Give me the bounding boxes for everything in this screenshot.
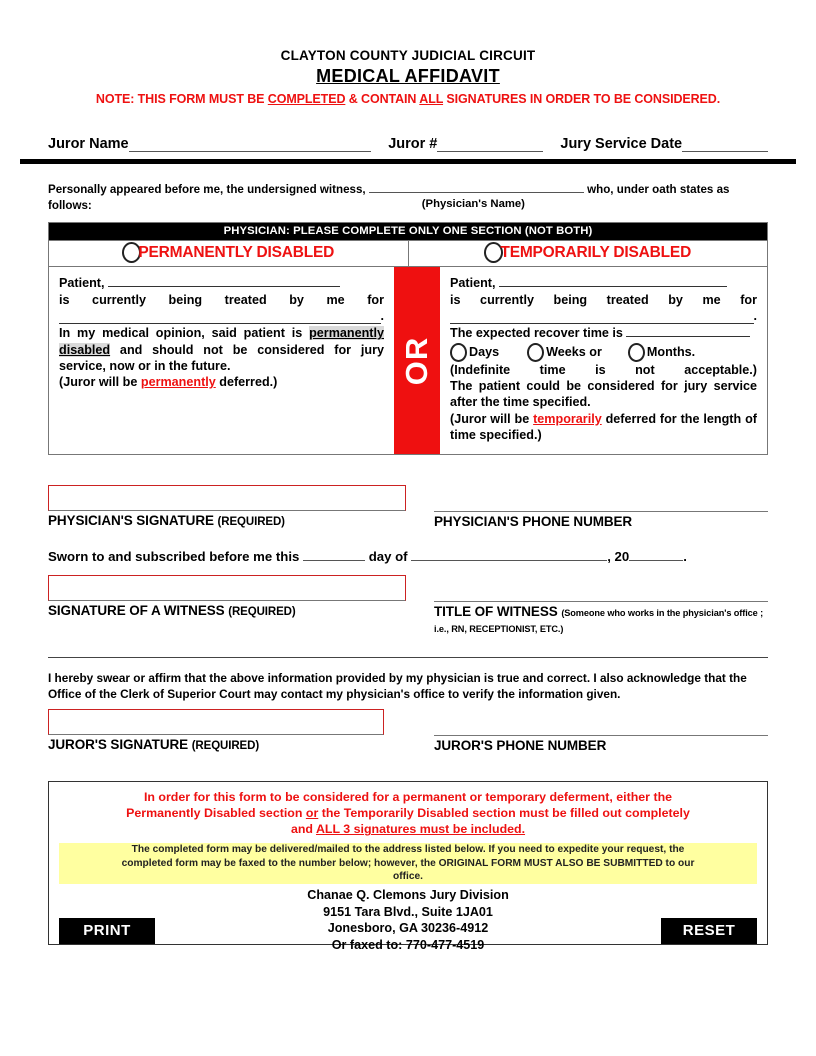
juror-identification-row: [48, 136, 768, 152]
disability-headers-row: [49, 240, 767, 267]
appeared-text-after: who, under oath states as: [587, 183, 730, 196]
physician-signature-required-tag: (REQUIRED): [217, 516, 285, 529]
witness-title-label: [434, 604, 768, 635]
juror-phone-field[interactable]: [434, 709, 768, 736]
witness-signature-group: [48, 575, 406, 635]
notice-yellow-line1: [59, 843, 757, 857]
page-title: MEDICAL AFFIDAVIT: [316, 66, 500, 86]
perm-opinion-text: [59, 325, 384, 374]
appeared-follows-label: follows:: [48, 198, 92, 212]
perm-defer-emphasis: permanently: [140, 375, 216, 390]
print-button[interactable]: PRINT: [59, 918, 155, 944]
personally-appeared-block: [48, 178, 768, 213]
juror-name-label: Juror Name: [48, 136, 129, 152]
address-line-3: Jonesboro, GA 30236-4912: [327, 921, 489, 936]
permanently-disabled-panel: [49, 267, 394, 454]
sworn-text-2: day of: [368, 549, 408, 565]
temp-recover-line: [450, 325, 757, 341]
form-header: [0, 0, 816, 106]
note-completed: COMPLETED: [267, 92, 346, 106]
temp-condition-input[interactable]: [450, 309, 754, 324]
temp-defer-text: [450, 411, 757, 444]
witness-signature-label: [48, 603, 406, 618]
jury-service-date-input[interactable]: [682, 137, 768, 152]
header-divider: [20, 159, 796, 164]
days-radio[interactable]: [450, 343, 467, 362]
physician-signature-label-text: PHYSICIAN'S SIGNATURE: [48, 513, 214, 529]
address-line-1: Chanae Q. Clemons Jury Division: [307, 888, 509, 903]
witness-signature-required-tag: (REQUIRED): [228, 606, 296, 619]
recovery-unit-options: [450, 343, 757, 362]
months-label: Months.: [646, 345, 696, 360]
physician-name-caption: (Physician's Name): [421, 197, 525, 210]
perm-condition-input[interactable]: [59, 309, 381, 324]
header-note: [0, 92, 816, 106]
witness-title-group: [406, 575, 768, 635]
notice-red-all3: ALL 3 signatures must be included.: [315, 822, 526, 837]
physician-signature-group: [48, 485, 406, 529]
temp-defer-post: deferred for the length of time specified.): [450, 411, 757, 443]
sworn-text-3: , 20: [607, 549, 630, 565]
perm-defer-pre: (Juror will be: [59, 375, 141, 390]
notice-red-line2-post: the Temporarily Disabled section must be filled out completely: [318, 806, 690, 821]
notice-red-or: or: [305, 806, 319, 821]
notice-red-line3-pre: and: [290, 822, 316, 837]
perm-defer-text: [59, 374, 384, 390]
witness-signature-area: [48, 575, 768, 635]
witness-signature-field[interactable]: [48, 575, 406, 601]
temporarily-disabled-header[interactable]: [408, 241, 768, 266]
physician-phone-field[interactable]: [434, 485, 768, 512]
juror-phone-group: [384, 709, 768, 753]
perm-patient-label: Patient,: [59, 276, 105, 291]
witness-signature-label-text: SIGNATURE OF A WITNESS: [48, 603, 225, 619]
juror-signature-required-tag: (REQUIRED): [191, 739, 260, 752]
notice-yellow-line2-text: completed form may be faxed to the number below; however, the ORIGINAL FORM MUST ALSO BE SUBMITTED to our: [121, 857, 695, 869]
personally-appeared-line: [48, 178, 768, 198]
notice-red-line1: In order for this form to be considered for a permanent or temporary deferment, either the: [143, 789, 673, 804]
court-name: CLAYTON COUNTY JUDICIAL CIRCUIT: [280, 48, 536, 63]
disability-section-table: [48, 222, 768, 455]
address-line-2: 9151 Tara Blvd., Suite 1JA01: [323, 904, 493, 919]
physician-phone-group: [406, 485, 768, 529]
juror-signature-area: [48, 709, 768, 753]
months-radio[interactable]: [628, 343, 645, 362]
temp-period: .: [753, 309, 757, 323]
perm-treated-text: is currently being treated by me for: [59, 292, 384, 307]
reset-button[interactable]: RESET: [661, 918, 757, 944]
notice-yellow-line2: [59, 857, 757, 871]
temporarily-disabled-label: TEMPORARILY DISABLED: [500, 243, 692, 261]
notice-yellow-line3-text: office.: [392, 871, 423, 883]
witness-title-label-text: TITLE OF WITNESS: [434, 604, 558, 620]
temp-condition-line: [450, 308, 757, 324]
witness-signature-row: [48, 575, 768, 635]
weeks-radio[interactable]: [527, 343, 544, 362]
permanently-disabled-header[interactable]: [49, 241, 408, 266]
juror-signature-row: [48, 709, 768, 753]
perm-opinion-emphasis: permanently disabled: [59, 326, 384, 357]
juror-number-input[interactable]: [437, 137, 542, 152]
notice-yellow-line3: [59, 870, 757, 884]
perm-patient-line: [59, 275, 384, 291]
temp-patient-input[interactable]: [499, 286, 727, 287]
notice-red-line2: [59, 805, 757, 821]
juror-signature-group: [48, 709, 384, 753]
physician-signature-row: [48, 485, 768, 529]
temp-treated-text: is currently being treated by me for: [450, 292, 757, 307]
juror-signature-field[interactable]: [48, 709, 384, 735]
juror-signature-label: [48, 737, 384, 752]
temp-defer-pre: (Juror will be: [450, 411, 534, 426]
notice-red-line3: [59, 821, 757, 837]
appeared-text-before: Personally appeared before me, the undersigned witness,: [48, 183, 366, 196]
juror-attestation-text: I hereby swear or affirm that the above information provided by my physician is true and correct. I also acknowledge that the Office of the Clerk of Superior Court may contact my physician's office to verify the information given.: [48, 671, 747, 701]
perm-patient-input[interactable]: [108, 286, 340, 287]
submission-notice-box: [48, 781, 768, 952]
sworn-statement-row: [48, 546, 768, 564]
temp-recover-label: The expected recover time is: [450, 326, 623, 341]
notice-red-line2-pre: Permanently Disabled section: [126, 806, 306, 821]
sworn-text-1: Sworn to and subscribed before me this: [48, 549, 300, 565]
signature-area: [48, 485, 768, 529]
juror-number-label: Juror #: [388, 136, 438, 152]
notice-highlighted-text: [59, 843, 757, 884]
physician-name-input[interactable]: [369, 178, 584, 193]
address-line-4: Or faxed to: 770-477-4519: [331, 937, 485, 952]
perm-period: .: [380, 309, 384, 323]
note-all: ALL: [419, 92, 444, 106]
note-text-mid: & CONTAIN: [345, 92, 420, 106]
temp-patient-label: Patient,: [450, 276, 496, 291]
temp-recover-input[interactable]: [626, 336, 750, 337]
temp-defer-emphasis: temporarily: [533, 411, 602, 426]
temp-patient-line: [450, 275, 757, 291]
perm-opinion-post: and should not be considered for jury service, now or in the future.: [59, 342, 384, 374]
physician-signature-field[interactable]: [48, 485, 406, 511]
permanently-disabled-label: PERMANENTLY DISABLED: [138, 243, 335, 261]
note-text-post: SIGNATURES IN ORDER TO BE CONSIDERED.: [443, 92, 721, 106]
witness-title-sublabel: (Someone who works in the physician's office ; i.e., RN, RECEPTIONIST, ETC.): [434, 608, 764, 634]
sworn-day-input[interactable]: [303, 546, 365, 561]
temp-indefinite-note: (Indefinite time is not acceptable.): [450, 362, 757, 377]
juror-phone-label: JUROR'S PHONE NUMBER: [434, 737, 607, 753]
section-divider: [48, 657, 768, 658]
days-label: Days: [469, 345, 500, 360]
disability-body-row: [49, 267, 767, 454]
juror-name-input[interactable]: [129, 137, 371, 152]
perm-condition-line: [59, 308, 384, 324]
weeks-label: Weeks or: [546, 345, 602, 360]
juror-signature-label-text: JUROR'S SIGNATURE: [48, 736, 189, 752]
temp-could-be-text: The patient could be considered for jury service after the time specified.: [450, 379, 757, 410]
sworn-year-input[interactable]: [629, 546, 683, 561]
sworn-text-4: .: [683, 549, 687, 565]
witness-title-field[interactable]: [434, 575, 768, 602]
physician-signature-label: [48, 513, 406, 528]
temporarily-disabled-panel: [440, 267, 767, 454]
perm-defer-post: deferred.): [215, 375, 278, 390]
physician-phone-label: PHYSICIAN'S PHONE NUMBER: [434, 514, 633, 530]
note-text-pre: NOTE: THIS FORM MUST BE: [95, 92, 268, 106]
jury-service-date-label: Jury Service Date: [560, 136, 683, 152]
or-divider-label: OR: [399, 336, 434, 386]
sworn-month-input[interactable]: [411, 546, 607, 561]
notice-yellow-line1-text: The completed form may be delivered/mailed to the address listed below. If you need to expedite your request, the: [131, 843, 685, 855]
notice-red-text: [59, 789, 757, 838]
physician-instruction-bar: PHYSICIAN: PLEASE COMPLETE ONLY ONE SECTION (NOT BOTH): [49, 223, 767, 240]
perm-opinion-pre: In my medical opinion, said patient is: [59, 326, 310, 341]
or-divider: [394, 267, 440, 454]
